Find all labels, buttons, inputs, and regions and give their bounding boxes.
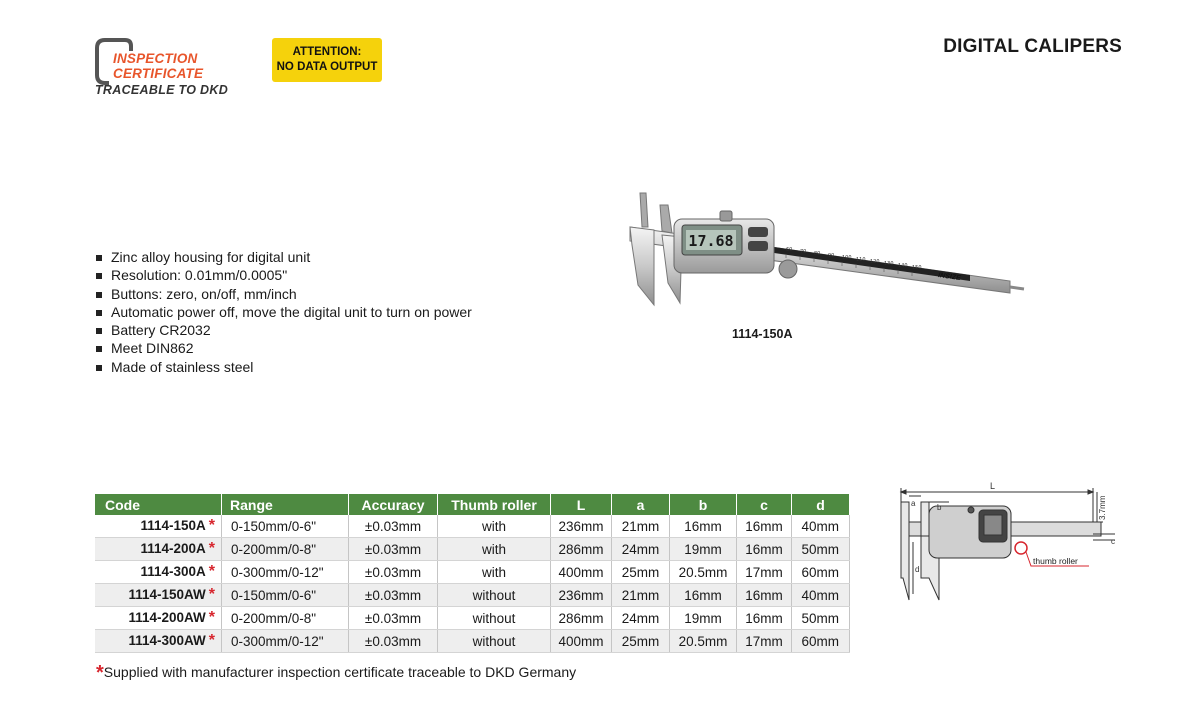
cell-range: 0-150mm/0-6" xyxy=(222,515,349,538)
cell-code: 1114-200A * xyxy=(95,538,222,561)
feature-item: Meet DIN862 xyxy=(96,339,472,357)
cell-range: 0-300mm/0-12" xyxy=(222,630,349,653)
header-L: L xyxy=(551,494,612,515)
cell-b: 19mm xyxy=(670,538,737,561)
table-row xyxy=(95,630,849,653)
table-row xyxy=(95,515,849,538)
scale-number: 130 xyxy=(884,261,894,267)
dim-label-height: 3.7mm xyxy=(1098,495,1107,520)
cell-L: 236mm xyxy=(551,515,612,538)
product-model-caption: 1114-150A xyxy=(732,327,793,341)
cell-accuracy: ±0.03mm xyxy=(349,538,438,561)
cell-b: 20.5mm xyxy=(670,561,737,584)
header-d: d xyxy=(792,494,850,515)
cell-L: 400mm xyxy=(551,630,612,653)
footnote xyxy=(96,662,576,685)
cell-code: 1114-200AW * xyxy=(95,607,222,630)
cell-thumb-roller: without xyxy=(438,584,551,607)
spec-table xyxy=(95,494,850,653)
cell-b: 16mm xyxy=(670,584,737,607)
inspection-certificate-logo xyxy=(95,37,245,99)
table-row xyxy=(95,607,849,630)
cell-c: 16mm xyxy=(737,607,792,630)
cell-c: 17mm xyxy=(737,561,792,584)
table-row xyxy=(95,538,849,561)
star-mark: * xyxy=(208,609,215,626)
cell-a: 25mm xyxy=(612,630,670,653)
cell-code: 1114-300A * xyxy=(95,561,222,584)
feature-item: Automatic power off, move the digital unit to turn on power xyxy=(96,303,472,321)
cell-d: 50mm xyxy=(792,538,850,561)
header-b: b xyxy=(670,494,737,515)
logo-line-2: CERTIFICATE xyxy=(113,66,204,81)
cell-thumb-roller: with xyxy=(438,515,551,538)
cell-accuracy: ±0.03mm xyxy=(349,630,438,653)
caliper-product-image xyxy=(610,185,1030,335)
brand-mark: INSIZE xyxy=(937,272,962,283)
cell-L: 286mm xyxy=(551,607,612,630)
scale-number: 150 xyxy=(912,265,922,271)
cell-accuracy: ±0.03mm xyxy=(349,607,438,630)
feature-item: Resolution: 0.01mm/0.0005" xyxy=(96,266,472,284)
table-row xyxy=(95,561,849,584)
table-header-row xyxy=(95,494,849,515)
attention-line-1: ATTENTION: xyxy=(292,46,362,58)
scale-number: 120 xyxy=(870,259,880,265)
cell-thumb-roller: without xyxy=(438,630,551,653)
cell-code: 1114-150A * xyxy=(95,515,222,538)
cell-c: 16mm xyxy=(737,515,792,538)
logo-line-3: TRACEABLE TO DKD xyxy=(95,83,229,97)
cell-a: 21mm xyxy=(612,584,670,607)
dimension-diagram xyxy=(893,482,1123,607)
dim-label-a: a xyxy=(911,499,916,508)
scale-number: 60 xyxy=(786,247,793,253)
attention-badge xyxy=(272,38,382,82)
scale-number: 110 xyxy=(856,257,866,263)
scale-number: 80 xyxy=(814,251,821,257)
header-c: c xyxy=(737,494,792,515)
star-mark: * xyxy=(208,563,215,580)
scale-number: 140 xyxy=(898,263,908,269)
cell-L: 400mm xyxy=(551,561,612,584)
cell-accuracy: ±0.03mm xyxy=(349,561,438,584)
dim-label-d: d xyxy=(915,565,920,574)
cell-c: 17mm xyxy=(737,630,792,653)
star-mark: * xyxy=(208,632,215,649)
thumb-roller-callout: thumb roller xyxy=(1033,556,1078,566)
cell-range: 0-200mm/0-8" xyxy=(222,538,349,561)
star-mark: * xyxy=(208,540,215,557)
cell-accuracy: ±0.03mm xyxy=(349,584,438,607)
header-thumb-roller: Thumb roller xyxy=(438,494,551,515)
cell-b: 20.5mm xyxy=(670,630,737,653)
cell-code: 1114-300AW * xyxy=(95,630,222,653)
cell-range: 0-200mm/0-8" xyxy=(222,607,349,630)
cell-d: 40mm xyxy=(792,584,850,607)
cell-d: 60mm xyxy=(792,630,850,653)
cell-c: 16mm xyxy=(737,538,792,561)
cell-range: 0-300mm/0-12" xyxy=(222,561,349,584)
attention-line-2: NO DATA OUTPUT xyxy=(276,61,378,73)
star-mark: * xyxy=(208,586,215,603)
dim-label-c: c xyxy=(1111,537,1115,546)
cell-d: 40mm xyxy=(792,515,850,538)
cell-c: 16mm xyxy=(737,584,792,607)
cell-thumb-roller: without xyxy=(438,607,551,630)
header-a: a xyxy=(612,494,670,515)
header-code: Code xyxy=(95,494,222,515)
cell-code: 1114-150AW * xyxy=(95,584,222,607)
cell-b: 16mm xyxy=(670,515,737,538)
cell-L: 236mm xyxy=(551,584,612,607)
cell-thumb-roller: with xyxy=(438,561,551,584)
cell-range: 0-150mm/0-6" xyxy=(222,584,349,607)
footnote-star: * xyxy=(96,662,104,684)
feature-item: Buttons: zero, on/off, mm/inch xyxy=(96,285,472,303)
cell-a: 24mm xyxy=(612,538,670,561)
scale-number: 100 xyxy=(842,255,852,261)
logo-line-1: INSPECTION xyxy=(113,51,198,66)
star-mark: * xyxy=(208,517,215,534)
scale-number: 90 xyxy=(828,253,835,259)
scale-number: 70 xyxy=(800,249,807,255)
header-accuracy: Accuracy xyxy=(349,494,438,515)
cell-accuracy: ±0.03mm xyxy=(349,515,438,538)
display-readout: 17.68 xyxy=(688,232,734,250)
cell-thumb-roller: with xyxy=(438,538,551,561)
cell-a: 21mm xyxy=(612,515,670,538)
feature-list xyxy=(96,248,472,376)
cell-b: 19mm xyxy=(670,607,737,630)
feature-item: Made of stainless steel xyxy=(96,358,472,376)
cell-d: 50mm xyxy=(792,607,850,630)
cell-a: 25mm xyxy=(612,561,670,584)
thumb-roller-icon xyxy=(779,260,797,278)
page-title: DIGITAL CALIPERS xyxy=(943,36,1122,57)
feature-item: Zinc alloy housing for digital unit xyxy=(96,248,472,266)
footnote-text: Supplied with manufacturer inspection certificate traceable to DKD Germany xyxy=(103,664,577,680)
cell-d: 60mm xyxy=(792,561,850,584)
feature-item: Battery CR2032 xyxy=(96,321,472,339)
dim-label-L: L xyxy=(990,482,996,491)
header-range: Range xyxy=(222,494,349,515)
cell-L: 286mm xyxy=(551,538,612,561)
dim-label-b: b xyxy=(937,503,942,512)
cell-a: 24mm xyxy=(612,607,670,630)
table-row xyxy=(95,584,849,607)
